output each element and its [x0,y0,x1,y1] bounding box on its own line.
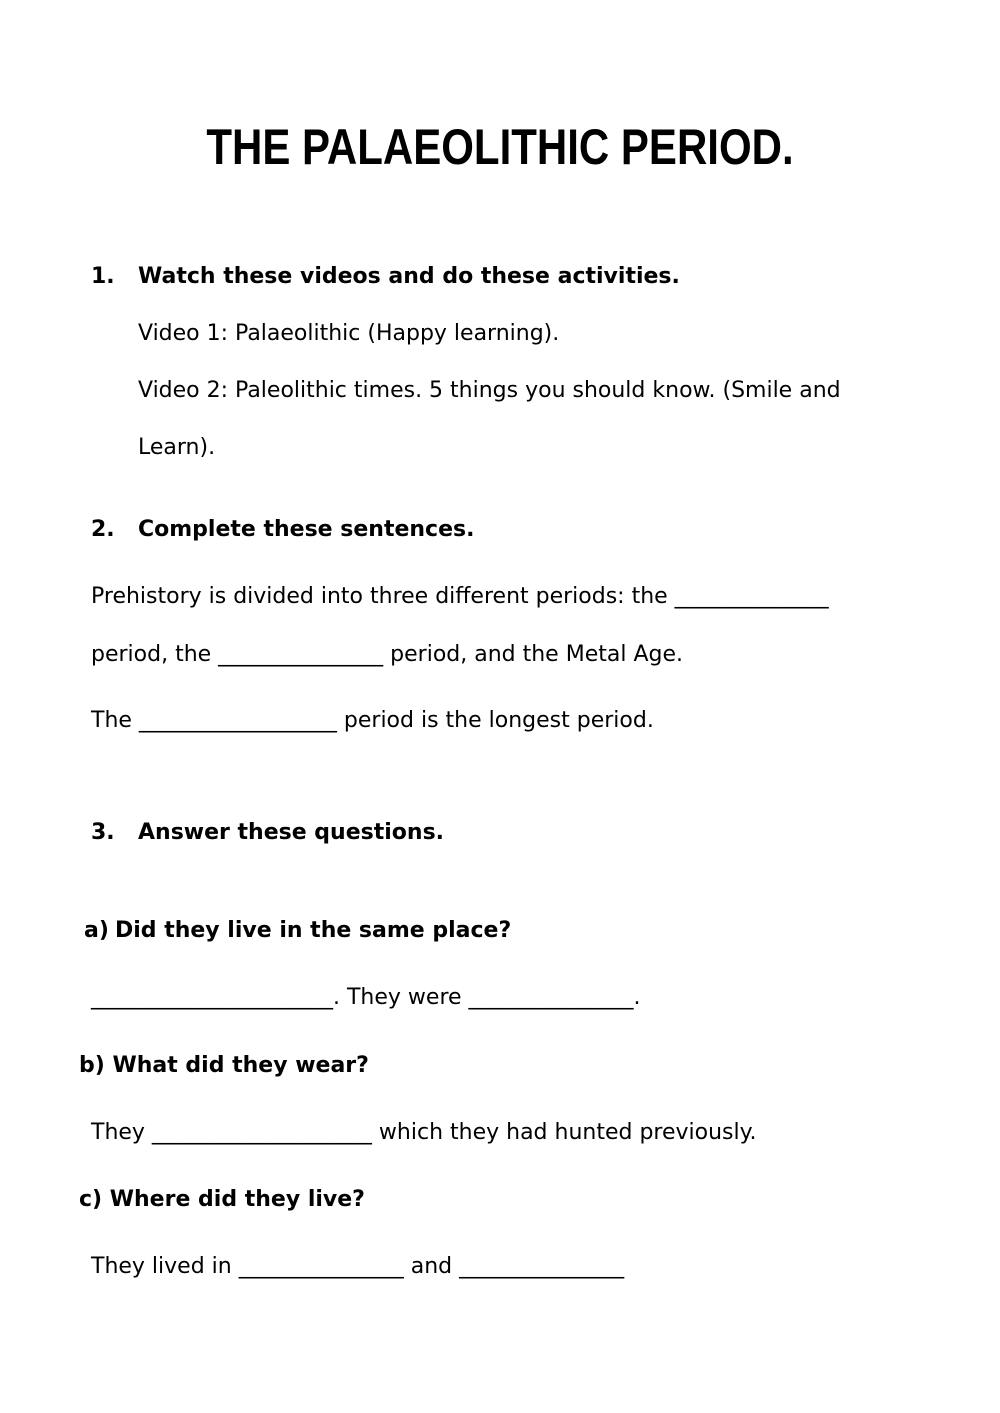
question-a: Did they live in the same place? [115,918,512,943]
answer-c: They lived in _______________ and _______________ [91,1254,625,1279]
video-2-text-line-2: Learn). [138,435,216,460]
sentence-1-line-1: Prehistory is divided into three different periods: the ______________ [91,584,829,609]
section-2-heading: Complete these sentences. [138,517,475,542]
section-1-number: 1. [91,264,115,289]
section-3-number: 3. [91,820,115,845]
question-b: b) What did they wear? [79,1053,369,1078]
answer-b: They ____________________ which they had hunted previously. [91,1120,757,1145]
question-c: c) Where did they live? [79,1187,365,1212]
section-1-heading: Watch these videos and do these activities. [138,264,680,289]
answer-a: ______________________. They were _______________. [91,985,641,1010]
video-2-text-line-1: Video 2: Paleolithic times. 5 things you should know. (Smile and [138,378,841,403]
sentence-2: The __________________ period is the longest period. [91,708,654,733]
question-a-label: a) [84,918,109,943]
video-1-text: Video 1: Palaeolithic (Happy learning). [138,321,560,346]
section-2-number: 2. [91,517,115,542]
page-title: THE PALAEOLITHIC PERIOD. [206,119,794,175]
section-3-heading: Answer these questions. [138,820,445,845]
sentence-1-line-2: period, the _______________ period, and the Metal Age. [91,642,683,667]
